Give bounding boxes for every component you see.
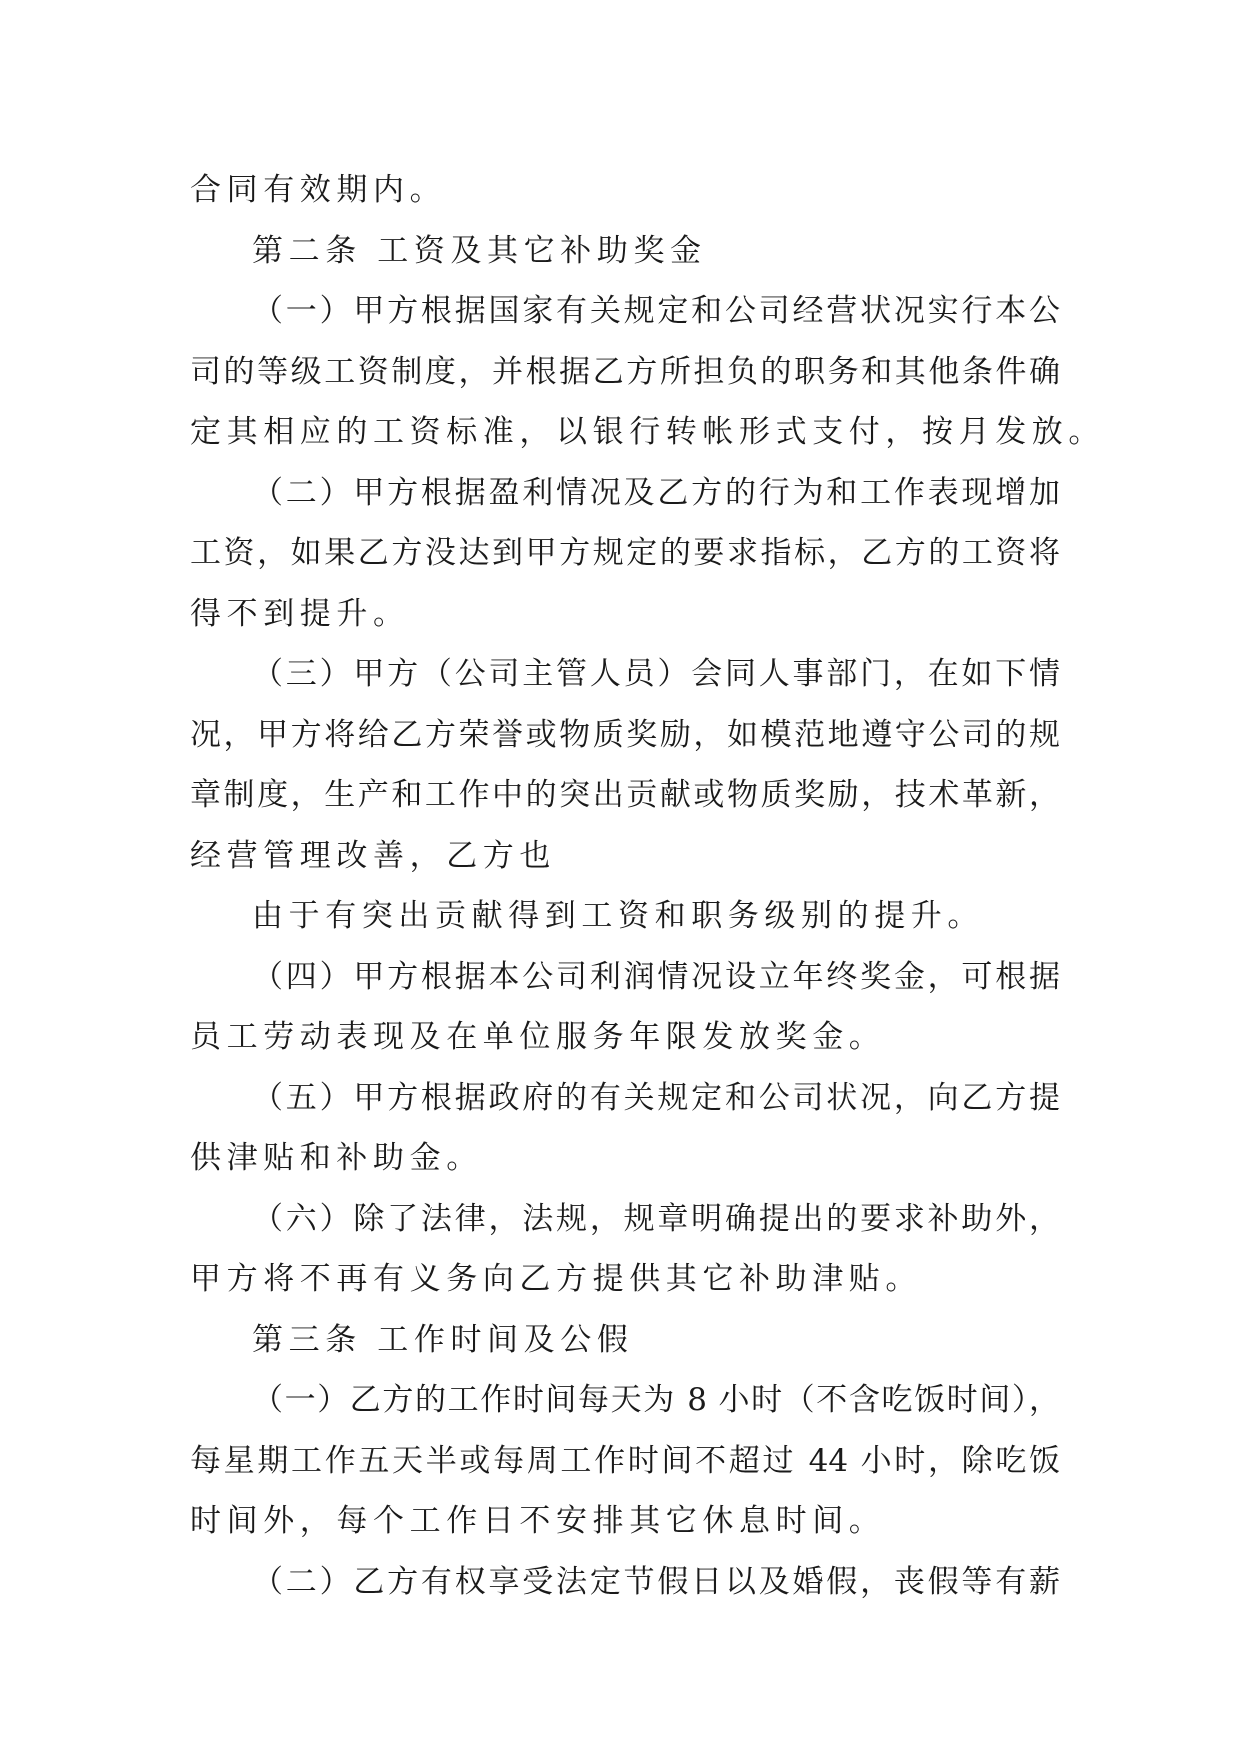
text-line: （二）乙方有权享受法定节假日以及婚假，丧假等有薪: [252, 1563, 1060, 1600]
text-line: 得不到提升。: [190, 595, 410, 632]
text-line: 员工劳动表现及在单位服务年限发放奖金。: [190, 1019, 886, 1055]
text-line: 每星期工作五天半或每周工作时间不超过 44 小时，除吃饭: [190, 1442, 1060, 1479]
text-line: （六）除了法律，法规，规章明确提出的要求补助外，: [252, 1200, 1060, 1237]
text-line: 司的等级工资制度，并根据乙方所担负的职务和其他条件确: [190, 353, 1060, 390]
text-line: 工资，如果乙方没达到甲方规定的要求指标，乙方的工资将: [190, 535, 1060, 571]
section-heading-article-2: 第二条 工资及其它补助奖金: [252, 232, 707, 269]
text-line: 供津贴和补助金。: [190, 1140, 483, 1176]
text-line: （三）甲方（公司主管人员）会同人事部门，在如下情: [252, 656, 1060, 692]
text-line: 况，甲方将给乙方荣誉或物质奖励，如模范地遵守公司的规: [190, 716, 1060, 753]
section-heading-article-3: 第三条 工作时间及公假: [252, 1321, 634, 1358]
text-line: 定其相应的工资标准，以银行转帐形式支付，按月发放。: [190, 414, 1105, 450]
text-line: （二）甲方根据盈利情况及乙方的行为和工作表现增加: [252, 474, 1060, 511]
text-line: （一）甲方根据国家有关规定和公司经营状况实行本公: [252, 293, 1060, 329]
text-line: （一）乙方的工作时间每天为 8 小时（不含吃饭时间），: [252, 1382, 1060, 1418]
text-line: （四）甲方根据本公司利润情况设立年终奖金，可根据: [252, 958, 1060, 995]
text-line: （五）甲方根据政府的有关规定和公司状况，向乙方提: [252, 1079, 1060, 1116]
text-line: 合同有效期内。: [190, 172, 447, 208]
text-line: 章制度，生产和工作中的突出贡献或物质奖励，技术革新，: [190, 777, 1060, 813]
text-line: 由于有突出贡献得到工资和职务级别的提升。: [252, 898, 984, 934]
text-line: 时间外，每个工作日不安排其它休息时间。: [190, 1503, 886, 1539]
document-body: [190, 160, 1105, 1612]
text-line: 甲方将不再有义务向乙方提供其它补助津贴。: [190, 1261, 922, 1297]
text-line: 经营管理改善，乙方也: [190, 837, 556, 874]
